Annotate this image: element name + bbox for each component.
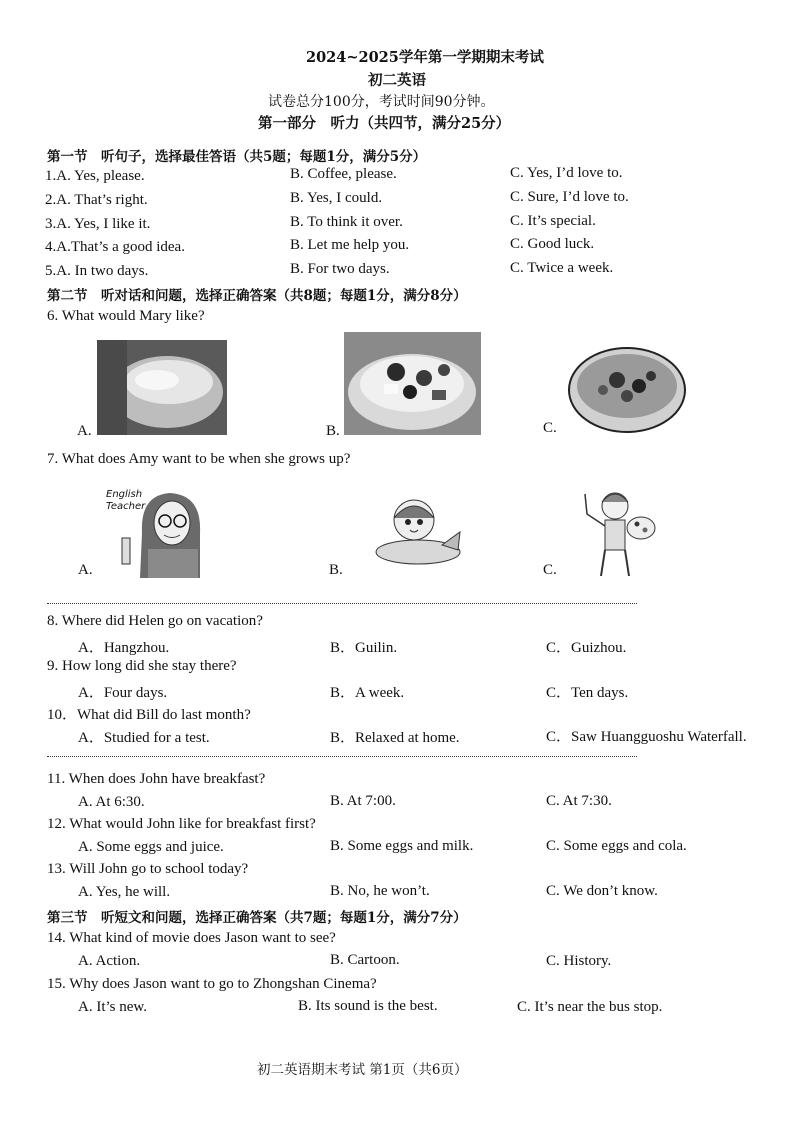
q6-label-c: C. — [543, 420, 557, 436]
part-heading: 第一部分 听力（共四节，满分25分） — [258, 115, 511, 132]
q13-option-b: B. No, he won’t. — [330, 883, 430, 899]
q8-option-c: C．Guizhou. — [546, 640, 627, 656]
q4-option-c: C. Good luck. — [510, 236, 595, 252]
q11-option-a: A. At 6:30. — [78, 794, 145, 810]
q1-option-a: 1.A. Yes, please. — [45, 168, 145, 184]
english-teacher-sign: English Teacher — [106, 489, 146, 512]
q5-option-c: C. Twice a week. — [510, 260, 614, 276]
subject-title: 初二英语 — [368, 72, 426, 89]
q14-option-a: A. Action. — [78, 953, 141, 969]
exam-title: 2024~2025学年第一学期期末考试 — [306, 49, 544, 66]
section3-heading: 第三节 听短文和问题，选择正确答案（共7题；每题1分，满分7分） — [47, 910, 467, 926]
q9-option-b: B．A week. — [330, 685, 405, 701]
q6-label-b: B. — [326, 423, 340, 439]
exam-info: 试卷总分100分，考试时间90分钟。 — [268, 94, 495, 110]
q15-question: 15. Why does Jason want to go to Zhongshan Cinema? — [47, 976, 377, 992]
q2-option-c: C. Sure, I’d love to. — [510, 189, 629, 205]
q9-option-a: A．Four days. — [78, 685, 168, 701]
q1-option-b: B. Coffee, please. — [290, 166, 397, 182]
q10-option-c: C．Saw Huangguoshu Waterfall. — [546, 729, 747, 745]
q15-option-a: A. It’s new. — [78, 999, 148, 1015]
q14-question: 14. What kind of movie does Jason want to see? — [47, 930, 336, 946]
q4-option-a: 4.A.That’s a good idea. — [45, 239, 185, 255]
q13-option-a: A. Yes, he will. — [78, 884, 171, 900]
q7-label-a: A. — [78, 562, 93, 578]
q8-question: 8. Where did Helen go on vacation? — [47, 613, 263, 629]
q11-option-c: C. At 7:30. — [546, 793, 612, 809]
q5-option-a: 5.A. In two days. — [45, 263, 149, 279]
q6-question: 6. What would Mary like? — [47, 308, 205, 324]
q8-option-a: A．Hangzhou. — [78, 640, 170, 656]
q3-option-b: B. To think it over. — [290, 214, 403, 230]
q13-question: 13. Will John go to school today? — [47, 861, 249, 877]
q9-question: 9. How long did she stay there? — [47, 658, 237, 674]
q6-label-a: A. — [77, 423, 92, 439]
q10-option-b: B．Relaxed at home. — [330, 730, 460, 746]
q12-question: 12. What would John like for breakfast first? — [47, 816, 316, 832]
q11-option-b: B. At 7:00. — [330, 793, 396, 809]
q12-option-b: B. Some eggs and milk. — [330, 838, 474, 854]
section2-heading: 第二节 听对话和问题，选择正确答案（共8题；每题1分，满分8分） — [47, 288, 467, 304]
q7-question: 7. What does Amy want to be when she grows up? — [47, 451, 351, 467]
q13-option-c: C. We don’t know. — [546, 883, 658, 899]
q14-option-c: C. History. — [546, 953, 612, 969]
q7-label-b: B. — [329, 562, 343, 578]
q2-option-b: B. Yes, I could. — [290, 190, 383, 206]
q12-option-c: C. Some eggs and cola. — [546, 838, 687, 854]
pilot-illustration — [372, 490, 464, 572]
q15-option-c: C. It’s near the bus stop. — [517, 999, 663, 1015]
q8-option-b: B．Guilin. — [330, 640, 398, 656]
q1-option-c: C. Yes, I’d love to. — [510, 165, 623, 181]
q10-option-a: A．Studied for a test. — [78, 730, 210, 746]
q10-question: 10．What did Bill do last month? — [47, 707, 251, 723]
q15-option-b: B. Its sound is the best. — [298, 998, 438, 1014]
q14-option-b: B. Cartoon. — [330, 952, 400, 968]
q7-label-c: C. — [543, 562, 557, 578]
noodle-bowl-photo — [567, 342, 687, 437]
q3-option-a: 3.A. Yes, I like it. — [45, 216, 151, 232]
q12-option-a: A. Some eggs and juice. — [78, 839, 224, 855]
dotted-divider — [47, 756, 637, 757]
q11-question: 11. When does John have breakfast? — [47, 771, 266, 787]
section1-heading: 第一节 听句子，选择最佳答语（共5题；每题1分，满分5分） — [47, 149, 427, 165]
artist-illustration — [575, 484, 665, 579]
page-footer: 初二英语期末考试 第1页（共6页） — [257, 1062, 468, 1078]
dotted-divider — [47, 603, 637, 604]
teacher-illustration — [100, 483, 240, 578]
q3-option-c: C. It’s special. — [510, 213, 596, 229]
q9-option-c: C．Ten days. — [546, 685, 629, 701]
salad-bowl-photo — [344, 332, 481, 435]
bowl-of-soup-photo — [97, 340, 227, 435]
q5-option-b: B. For two days. — [290, 261, 390, 277]
q2-option-a: 2.A. That’s right. — [45, 192, 148, 208]
q4-option-b: B. Let me help you. — [290, 237, 410, 253]
